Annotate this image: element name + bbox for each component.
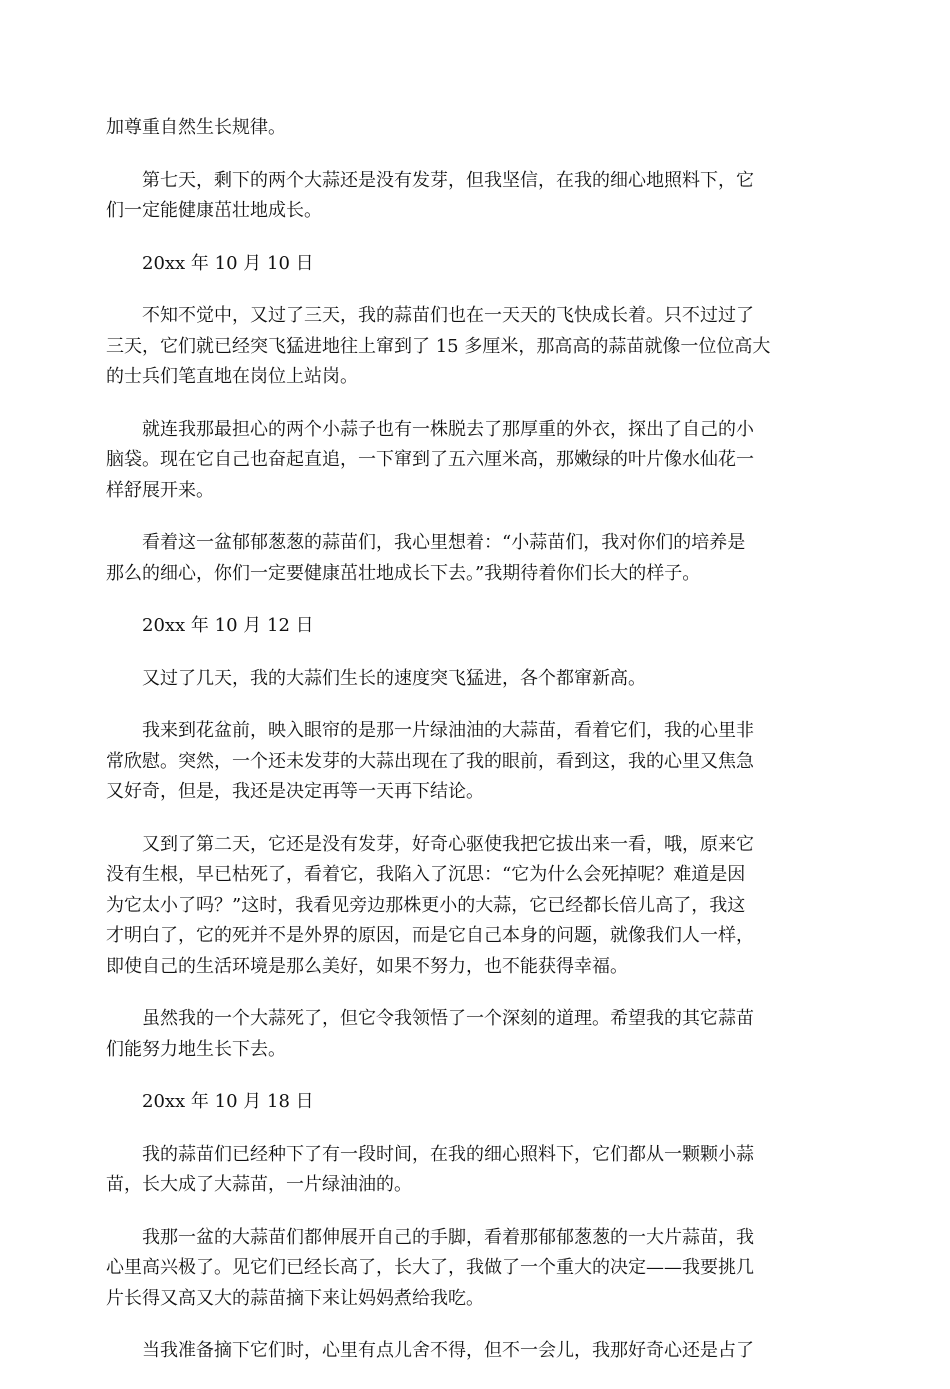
paragraph-continuation: 加尊重自然生长规律。 — [106, 117, 286, 138]
paragraph: 第七天，剩下的两个大蒜还是没有发芽，但我坚信，在我的细心地照料下，它 们一定能健康茁壮地成长。 — [106, 169, 754, 221]
paragraph: 虽然我的一个大蒜死了，但它令我领悟了一个深刻的道理。希望我的其它蒜苗 们能努力地生长下去。 — [106, 1008, 754, 1060]
paragraph: 又过了几天，我的大蒜们生长的速度突飞猛进，各个都窜新高。 — [142, 667, 646, 689]
paragraph: 就连我那最担心的两个小蒜子也有一株脱去了那厚重的外衣，探出了自己的小 脑袋。现在它自己也奋起直追，一下窜到了五六厘米高，那嫩绿的叶片像水仙花一 样舒展开来。 — [106, 418, 754, 501]
diary-date: 20xx 年 10 月 10 日 — [142, 252, 314, 274]
paragraph: 我那一盆的大蒜苗们都伸展开自己的手脚，看着那郁郁葱葱的一大片蒜苗，我 心里高兴极了。见它们已经长高了，长大了，我做了一个重大的决定——我要挑几 片长得又高又大的蒜苗摘下来让妈妈煮给我吃。 — [106, 1226, 754, 1309]
diary-date: 20xx 年 10 月 18 日 — [142, 1091, 314, 1112]
document-page — [106, 113, 850, 1389]
paragraph: 我的蒜苗们已经种下了有一段时间，在我的细心照料下，它们都从一颗颗小蒜 苗，长大成了大蒜苗，一片绿油油的。 — [106, 1143, 754, 1195]
diary-date: 20xx 年 10 月 12 日 — [142, 615, 314, 636]
paragraph: 又到了第二天，它还是没有发芽，好奇心驱使我把它拔出来一看，哦，原来它 没有生根，早已枯死了，看着它，我陷入了沉思：“它为什么会死掉呢？难道是因 为它太小了吗？”这时，我看见旁边那株更小的大蒜，它已经都长倍儿高了，我这 才明白了，它的死并不是外界的原因，而是它自己本身的问题，就像我们人一样， 即使自己的生活环境是那么美好，如果不努力，也不能获得幸福。 — [106, 833, 754, 977]
paragraph: 我来到花盆前，映入眼帘的是那一片绿油油的大蒜苗，看着它们，我的心里非 常欣慰。突然，一个还未发芽的大蒜出现在了我的眼前，看到这，我的心里又焦急 又好奇，但是，我还是决定再等一天再下结论。 — [106, 720, 754, 802]
paragraph: 看着这一盆郁郁葱葱的蒜苗们，我心里想着：“小蒜苗们，我对你们的培养是 那么的细心，你们一定要健康茁壮地成长下去。”我期待着你们长大的样子。 — [106, 532, 746, 584]
paragraph-truncated: 当我准备摘下它们时，心里有点儿舍不得，但不一会儿，我那好奇心还是占了 — [142, 1340, 754, 1361]
paragraph: 不知不觉中，又过了三天，我的蒜苗们也在一天天的飞快成长着。只不过过了 三天，它们就已经突飞猛进地往上窜到了 15 多厘米，那高高的蒜苗就像一位位高大 的士兵们笔直地在岗位上站岗。 — [106, 305, 771, 387]
